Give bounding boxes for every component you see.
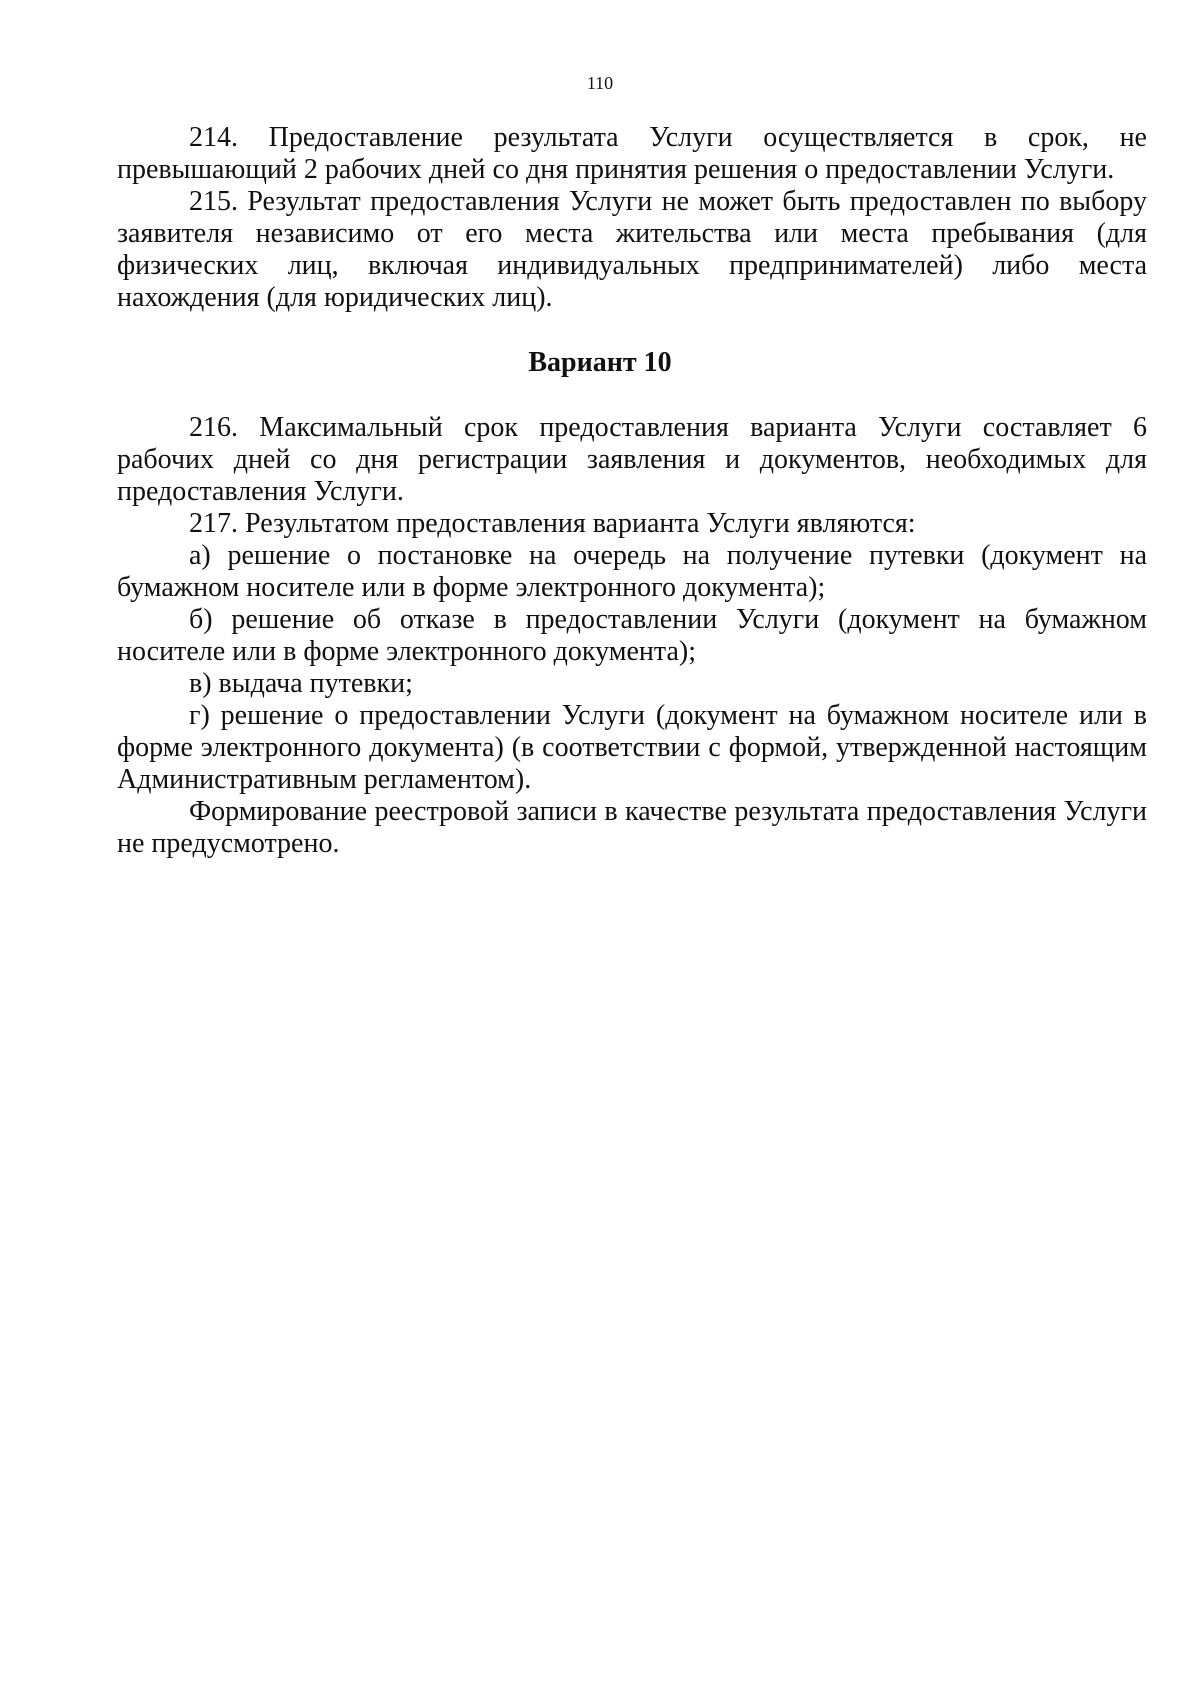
- paragraph-217: 217. Результатом предоставления варианта Услуги являются:: [189, 508, 916, 539]
- paragraph-216: 216. Максимальный срок предоставления варианта Услуги составляет 6 рабочих дней со дня регистрации заявления и документов, необходимых для предоставления Услуги.: [117, 412, 1147, 507]
- variant-text-block: [117, 412, 1147, 860]
- paragraph-215: 215. Результат предоставления Услуги не может быть предоставлен по выбору заявителя независимо от его места жительства или места пребывания (для физических лиц, включая индивидуальных предпринимателей) либо места нахождения (для юридических лиц).: [117, 186, 1147, 313]
- paragraph-214: 214. Предоставление результата Услуги осуществляется в срок, не превышающий 2 рабочих дней со дня принятия решения о предоставлении Услуги.: [117, 122, 1147, 185]
- list-item-b: б) решение об отказе в предоставлении Услуги (документ на бумажном носителе или в форме электронного документа);: [117, 604, 1147, 667]
- section-text-block: [117, 122, 1147, 314]
- list-item-v: в) выдача путевки;: [189, 668, 413, 699]
- list-item-a: а) решение о постановке на очередь на получение путевки (документ на бумажном носителе или в форме электронного документа);: [117, 540, 1147, 603]
- section-heading: Вариант 10: [528, 347, 672, 378]
- page-number: 110: [586, 73, 614, 93]
- list-item-g: г) решение о предоставлении Услуги (документ на бумажном носителе или в форме электронного документа) (в соответствии с формой, утвержденной настоящим Административным регламентом).: [117, 700, 1147, 795]
- closing-paragraph: Формирование реестровой записи в качестве результата предоставления Услуги не предусмотрено.: [117, 796, 1147, 859]
